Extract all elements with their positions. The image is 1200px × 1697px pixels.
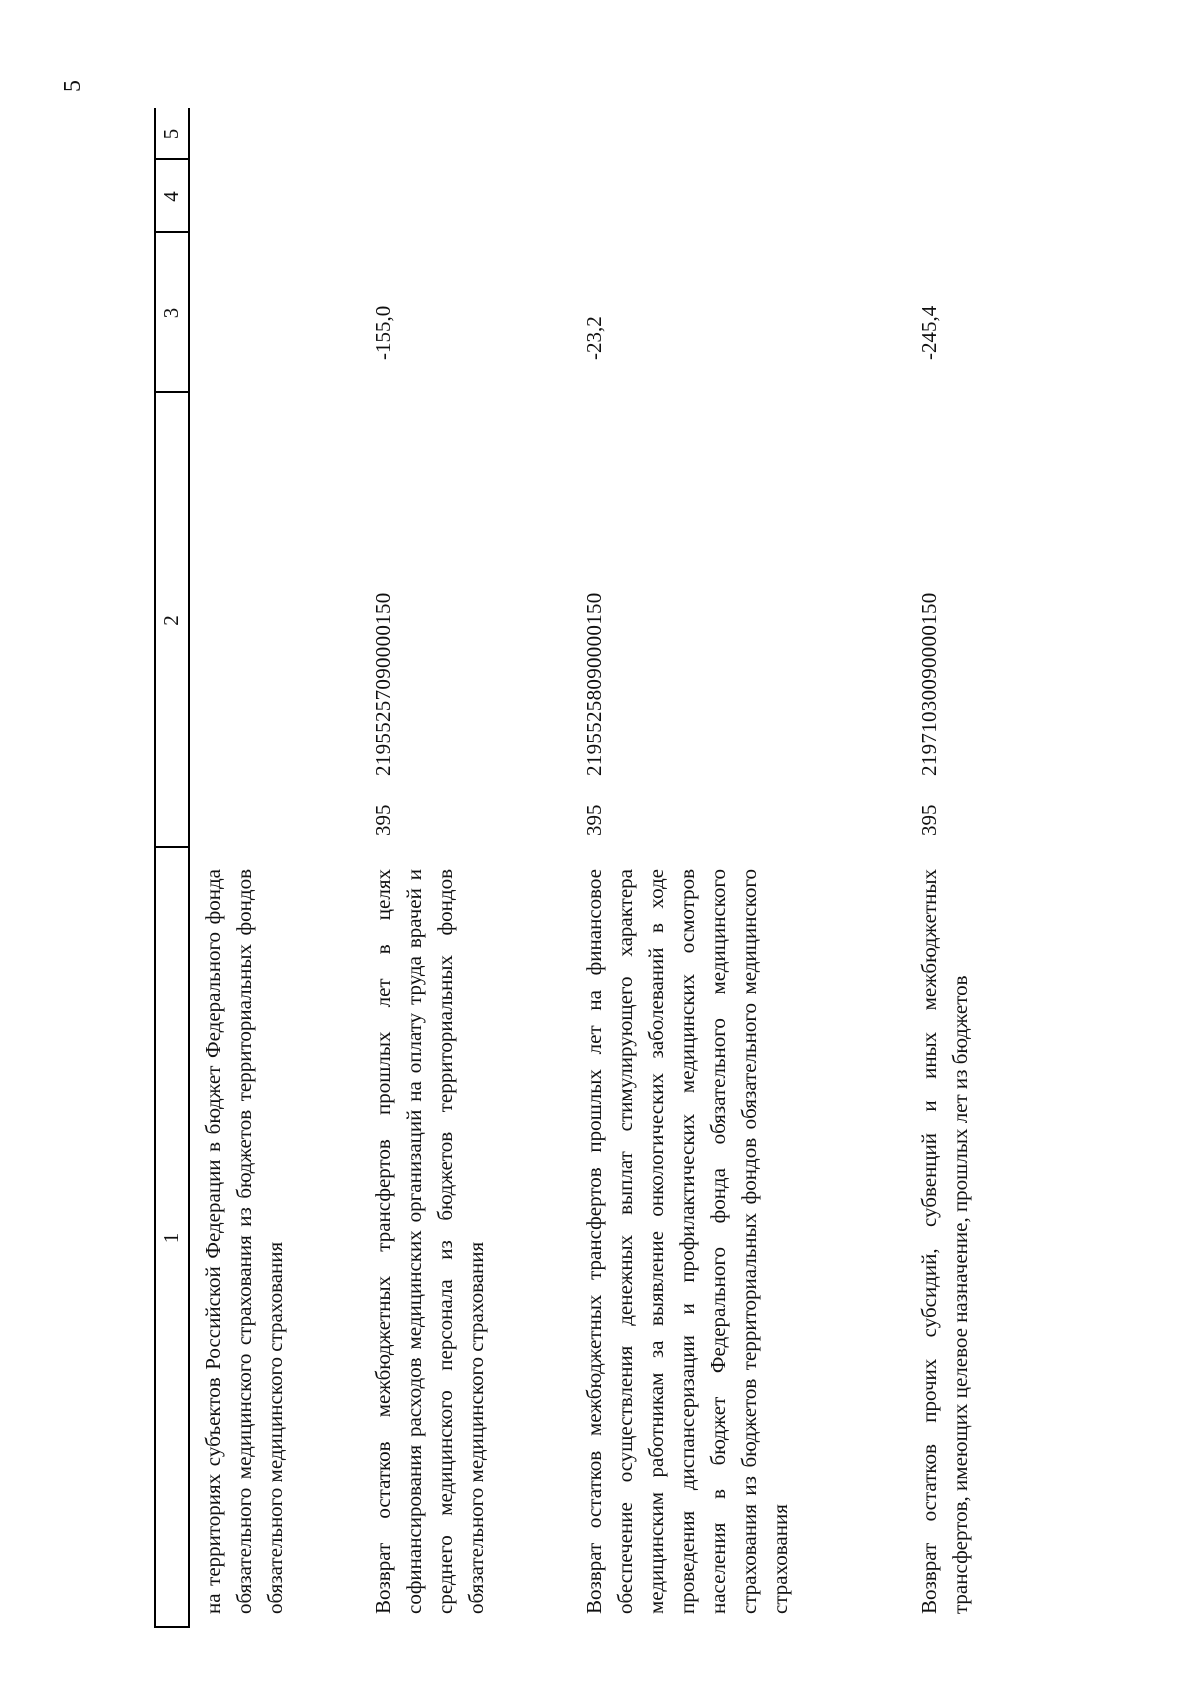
header-col-2: 2	[158, 615, 183, 626]
header-col-1: 1	[158, 1232, 183, 1244]
row-description: Возврат остатков межбюджетных трансфертов прошлых лет на финансовое обеспечение осуществления денежных выплат стимулирующего характера медицинским работникам за выявление онкологических заболеваний в ходе проведения диспансеризации и профилактических медицинских осмотров населения в бюджет Федерального фонда обязательного медицинского страхования из бюджетов территориальных фондов обязательного медицинского страхования	[582, 869, 792, 1614]
header-col-3: 3	[158, 307, 183, 319]
row-admin-code: 395	[582, 804, 606, 836]
row-description: Возврат остатков межбюджетных трансфертов прошлых лет в целях софинансирования расходов медицинских организаций на оплату труда врачей и среднего медицинского персонала из бюджетов территориальных фондов обязательного медицинского страхования	[371, 869, 488, 1614]
page-number: 5	[60, 80, 86, 92]
header-bottom-rule	[188, 108, 190, 1628]
row-kbk-code: 21971030090000150	[917, 592, 941, 776]
row-kbk-code: 21955258090000150	[582, 592, 606, 776]
row-admin-code: 395	[371, 804, 395, 836]
row-kbk-code: 21955257090000150	[371, 592, 395, 776]
row-amount: -245,4	[917, 305, 941, 360]
row-amount: -23,2	[582, 316, 606, 360]
header-col-4: 4	[158, 191, 183, 202]
row-description: Возврат остатков прочих субсидий, субвенций и иных межбюджетных трансфертов, имеющих целевое назначение, прошлых лет из бюджетов	[917, 869, 972, 1614]
header-col-5: 5	[158, 128, 183, 140]
row-admin-code: 395	[917, 804, 941, 836]
row-amount: -155,0	[371, 305, 395, 360]
row-description: на территориях субъектов Российской Федерации в бюджет Федерального фонда обязательного медицинского страхования из бюджетов территориальных фондов обязательного медицинского страхования	[201, 869, 287, 1614]
rotated-table	[154, 108, 1069, 1628]
